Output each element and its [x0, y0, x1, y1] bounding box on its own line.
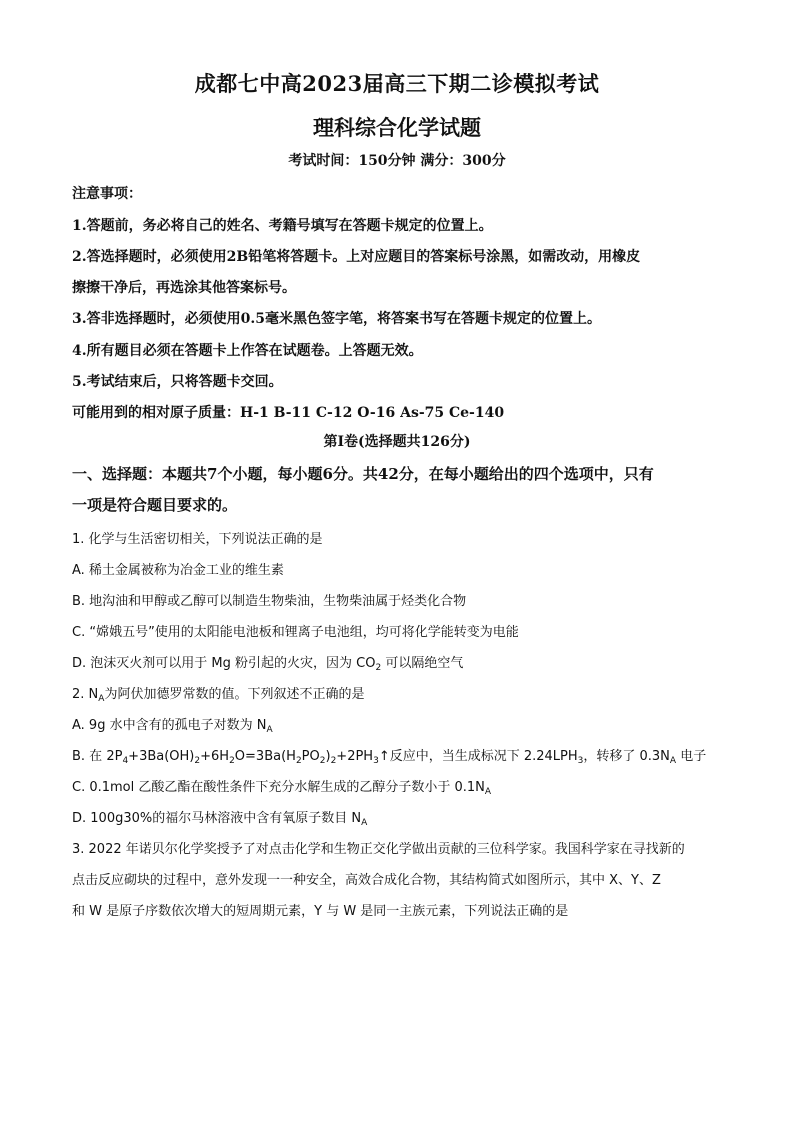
q3-stem-line-3: 和 W 是原子序数依次增大的短周期元素，Y 与 W 是同一主族元素，下列说法正确的是: [72, 904, 569, 919]
q2-option-c: C. 0.1mol 乙酸乙酯在酸性条件下充分水解生成的乙醇分子数小于 $0.1N_A$: [72, 780, 492, 797]
q1-option-a: A. 稀土金属被称为冶金工业的维生素: [72, 563, 284, 578]
note-item-2-cont: 擦擦干净后，再选涂其他答案标号。: [72, 280, 296, 296]
q2-option-a: A. 9g 水中含有的孤电子对数为 $N_A$: [72, 718, 273, 735]
section-instruction-cont: 一项是符合题目要求的。: [72, 496, 238, 514]
section-title: 第I卷(选择题共126分): [323, 434, 471, 450]
note-item-5: 5.考试结束后，只将答题卡交回。: [72, 374, 283, 390]
exam-info: 考试时间：150分钟 满分：300分: [288, 153, 506, 169]
section-instruction: 一、选择题：本题共7个小题，每小题6分。共42分，在每小题给出的四个选项中，只有: [72, 465, 654, 483]
q2-option-d: D. 100g30%的福尔马林溶液中含有氧原子数目 $N_A$: [72, 811, 368, 828]
q1-stem: 1. 化学与生活密切相关，下列说法正确的是: [72, 532, 323, 547]
note-item-3: 3.答非选择题时，必须使用0.5毫米黑色签字笔，将答案书写在答题卡规定的位置上。: [72, 311, 601, 327]
q1-option-d: D. 泡沫灭火剂可以用于 Mg 粉引起的火灾，因为 $CO_2$ 可以隔绝空气: [72, 656, 464, 673]
q2-option-b: B. 在 $2P_4+3Ba(OH)_2+6H_2O=3Ba(H_2PO_2)_2+2PH_3↑$反应中，当生成标况下 $2.24LPH_3$，转移了 $0.3N_A$ 电子: [72, 749, 707, 766]
q2-stem: 2. $N_A$为阿伏加德罗常数的值。下列叙述不正确的是: [72, 687, 365, 704]
atomic-masses: 可能用到的相对原子质量：H-1 B-11 C-12 O-16 As-75 Ce-140: [72, 405, 505, 421]
q1-option-c: C. “嫦娥五号”使用的太阳能电池板和锂离子电池组，均可将化学能转变为电能: [72, 625, 519, 640]
exam-subtitle: 理科综合化学试题: [313, 115, 481, 140]
note-item-2: 2.答选择题时，必须使用2B铅笔将答题卡。上对应题目的答案标号涂黑，如需改动，用橡皮: [72, 249, 641, 265]
notes-heading: 注意事项：: [72, 186, 142, 202]
q3-stem-line-1: 3. 2022 年诺贝尔化学奖授予了对点击化学和生物正交化学做出贡献的三位科学家。我国科学家在寻找新的: [72, 842, 685, 857]
exam-title: 成都七中高2023届高三下期二诊模拟考试: [194, 71, 600, 96]
q3-stem-line-2: 点击反应砌块的过程中，意外发现一一种安全，高效合成化合物，其结构简式如图所示，其中 X、Y、Z: [72, 873, 661, 888]
note-item-4: 4.所有题目必须在答题卡上作答在试题卷。上答题无效。: [72, 343, 423, 359]
note-item-1: 1.答题前，务必将自己的姓名、考籍号填写在答题卡规定的位置上。: [72, 218, 493, 234]
q1-option-b: B. 地沟油和甲醇或乙醇可以制造生物柴油，生物柴油属于烃类化合物: [72, 594, 467, 609]
